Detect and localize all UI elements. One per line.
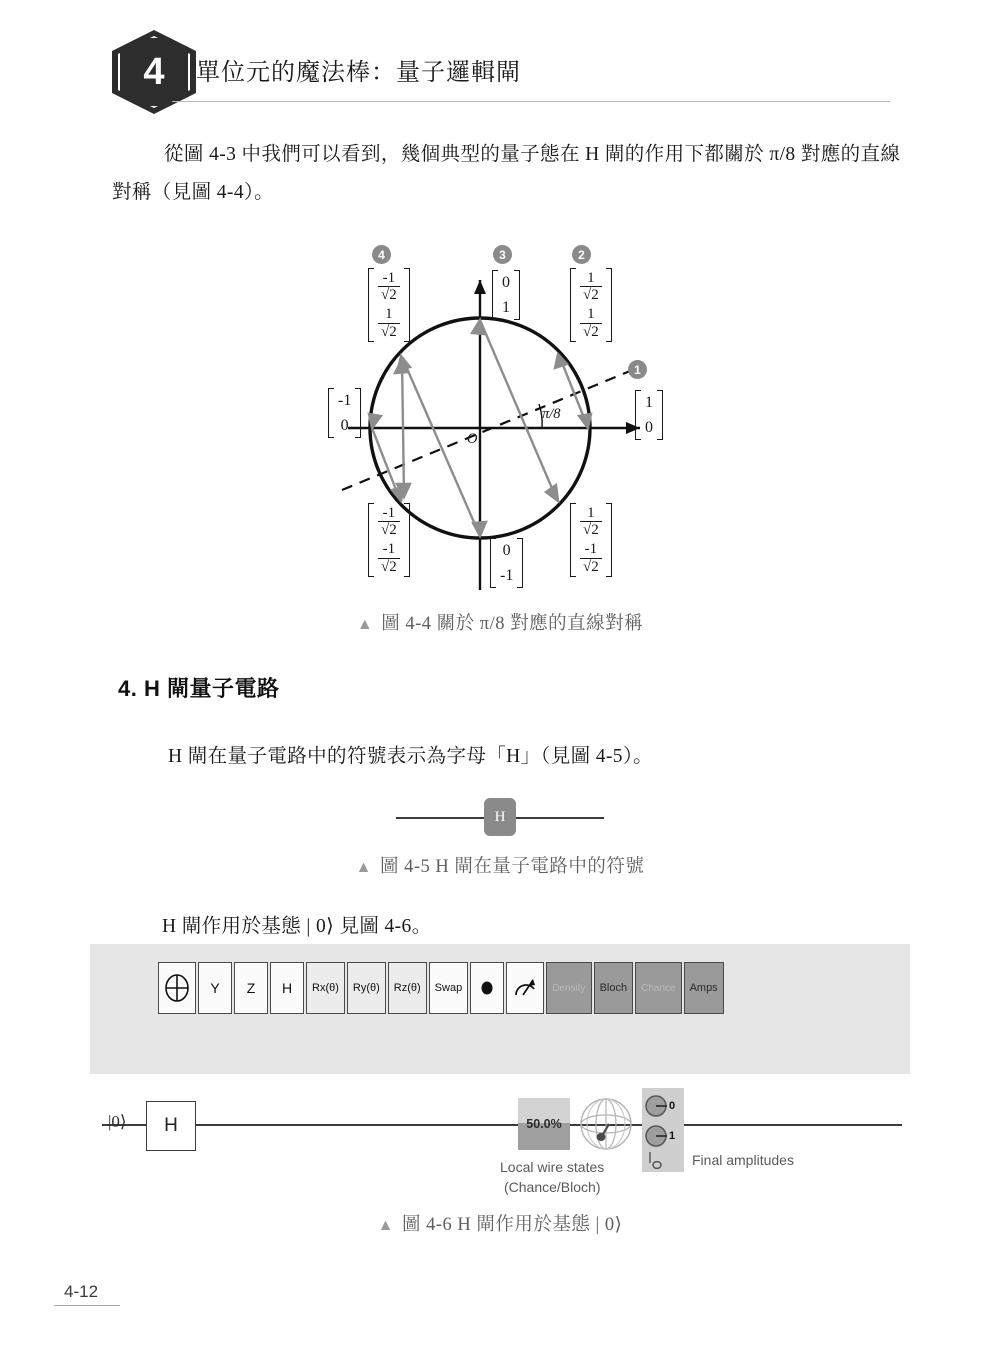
vector-component-bottom: -1	[500, 566, 514, 584]
bracket-right	[606, 503, 612, 577]
marker-1: 1	[628, 360, 647, 379]
paragraph-symbol: H 閘在量子電路中的符號表示為字母「H」（見圖 4-5）。	[168, 746, 654, 767]
vector-component-top: -1	[338, 392, 352, 409]
caption-triangle-icon: ▲	[355, 859, 372, 876]
figure-4-4-diagram	[330, 238, 690, 598]
caption-text: 圖 4-4 關於 π/8 對應的直線對稱	[381, 614, 644, 634]
amplitude-row-1	[644, 1121, 682, 1151]
circuit-h-gate[interactable]: H	[146, 1101, 196, 1151]
amplitude-phase-dial-icon	[644, 1094, 668, 1118]
bracket-right	[657, 390, 663, 440]
bloch-sphere-widget[interactable]	[578, 1096, 634, 1152]
figure-4-6-caption	[0, 1210, 1000, 1236]
angle-label: π/8	[542, 406, 561, 422]
fraction-top: $\frac{-1}{√2}$	[378, 505, 400, 538]
marker-2: 2	[572, 245, 591, 264]
amps-button[interactable]: Amps	[684, 962, 724, 1014]
local-wire-states-label-line2: (Chance/Bloch)	[504, 1179, 601, 1195]
page-header	[0, 0, 1000, 112]
vector-component-bottom: 0	[645, 418, 653, 436]
state-vector-left	[328, 388, 361, 438]
state-vector-right	[635, 390, 663, 440]
chapter-number: 4	[143, 51, 165, 93]
bracket-right	[404, 503, 410, 577]
caption-triangle-icon: ▲	[377, 1217, 394, 1234]
amplitude-scale-marker	[646, 1152, 676, 1170]
simulator-toolbar-panel	[90, 944, 910, 1074]
caption-triangle-icon: ▲	[356, 616, 374, 633]
vector-component-top: 0	[502, 274, 510, 291]
page-footer	[54, 1282, 174, 1306]
page-number: 4-12	[64, 1282, 99, 1301]
rx-gate-button[interactable]: Rx(θ)	[306, 962, 345, 1014]
y-gate-button[interactable]: Y	[198, 962, 232, 1014]
fraction-bottom: $\frac{-1}{√2}$	[378, 541, 400, 574]
fraction-bottom: $\frac{1}{√2}$	[378, 306, 400, 339]
filled-dot-icon	[478, 979, 496, 997]
fraction-bottom: $\frac{1}{√2}$	[580, 306, 602, 339]
amplitude-axis-icon	[646, 1152, 676, 1170]
final-amplitudes-label: Final amplitudes	[692, 1152, 794, 1168]
bloch-button[interactable]: Bloch	[594, 962, 634, 1014]
control-dot-button[interactable]	[470, 962, 504, 1014]
figure-4-5-caption	[0, 852, 1000, 878]
fraction-top: $\frac{-1}{√2}$	[378, 270, 400, 303]
vector-component-top: 1	[645, 394, 653, 411]
paragraph-basis-state: H 閘作用於基態 | 0⟩ 見圖 4-6。	[162, 916, 432, 937]
amplitude-label-0: 0	[669, 1100, 676, 1112]
fraction-bottom: $\frac{-1}{√2}$	[580, 541, 602, 574]
z-gate-button[interactable]: Z	[234, 962, 268, 1014]
state-vector-upper-right	[570, 268, 612, 342]
marker-4: 4	[372, 245, 391, 264]
density-button[interactable]: Density	[546, 962, 591, 1014]
y-axis-arrow	[474, 280, 486, 294]
caption-text: 圖 4-5 H 閘在量子電路中的符號	[379, 857, 645, 877]
bloch-sphere-icon	[578, 1096, 634, 1152]
marker-3: 3	[493, 245, 512, 264]
bracket-right	[355, 388, 361, 438]
bracket-right	[404, 268, 410, 342]
figure-4-4-caption	[0, 609, 1000, 635]
chance-button[interactable]: Chance	[635, 962, 681, 1014]
local-wire-states-label-line1: Local wire states	[500, 1159, 605, 1175]
header-divider	[172, 101, 890, 102]
state-vector-down	[490, 538, 523, 588]
input-state-label: |0⟩	[108, 1112, 127, 1131]
chance-probability-box[interactable]: 50.0%	[518, 1098, 570, 1150]
rz-gate-button[interactable]: Rz(θ)	[388, 962, 427, 1014]
section-heading: 4. H 閘量子電路	[118, 676, 280, 701]
state-vector-lower-right	[570, 503, 612, 577]
ry-gate-button[interactable]: Ry(θ)	[347, 962, 386, 1014]
meter-icon	[512, 975, 538, 1001]
amplitude-label-1: 1	[669, 1130, 676, 1142]
fraction-top: $\frac{1}{√2}$	[580, 270, 602, 303]
chapter-badge	[112, 30, 196, 114]
h-gate-button[interactable]: H	[270, 962, 304, 1014]
final-amplitudes-widget[interactable]	[642, 1088, 684, 1172]
vector-component-bottom: 1	[502, 298, 510, 316]
circuit-wire	[102, 1124, 902, 1126]
gate-palette-toolbar[interactable]	[158, 962, 724, 1014]
state-vector-upper-left	[368, 268, 410, 342]
symmetry-dashed-line	[342, 371, 630, 490]
h-gate-symbol: H	[484, 798, 516, 836]
vector-component-top: 0	[502, 542, 511, 559]
bracket-right	[517, 538, 523, 588]
caption-text: 圖 4-6 H 閘作用於基態 | 0⟩	[402, 1215, 623, 1235]
circuit-canvas[interactable]	[90, 1074, 910, 1196]
bracket-right	[606, 268, 612, 342]
amplitude-row-0	[644, 1091, 682, 1121]
not-gate-button[interactable]	[158, 962, 196, 1014]
circle-plus-icon	[164, 973, 190, 1003]
state-vector-up	[492, 270, 520, 320]
swap-gate-button[interactable]: Swap	[429, 962, 469, 1014]
vector-component-bottom: 0	[340, 416, 349, 434]
origin-label: O	[467, 431, 478, 447]
amplitude-phase-dial-icon	[644, 1124, 668, 1148]
bracket-right	[514, 270, 520, 320]
paragraph-intro: 從圖 4-3 中我們可以看到，幾個典型的量子態在 H 閘的作用下都關於 π/8 對應的直線對稱（見圖 4-4）。	[112, 144, 901, 203]
figure-4-6-screenshot	[90, 944, 910, 1196]
measure-button[interactable]	[506, 962, 544, 1014]
chapter-title: 單位元的魔法棒：量子邏輯閘	[196, 59, 521, 86]
fraction-top: $\frac{1}{√2}$	[580, 505, 602, 538]
footer-divider	[54, 1305, 120, 1306]
state-vector-lower-left	[368, 503, 410, 577]
figure-4-5-diagram	[396, 798, 604, 838]
